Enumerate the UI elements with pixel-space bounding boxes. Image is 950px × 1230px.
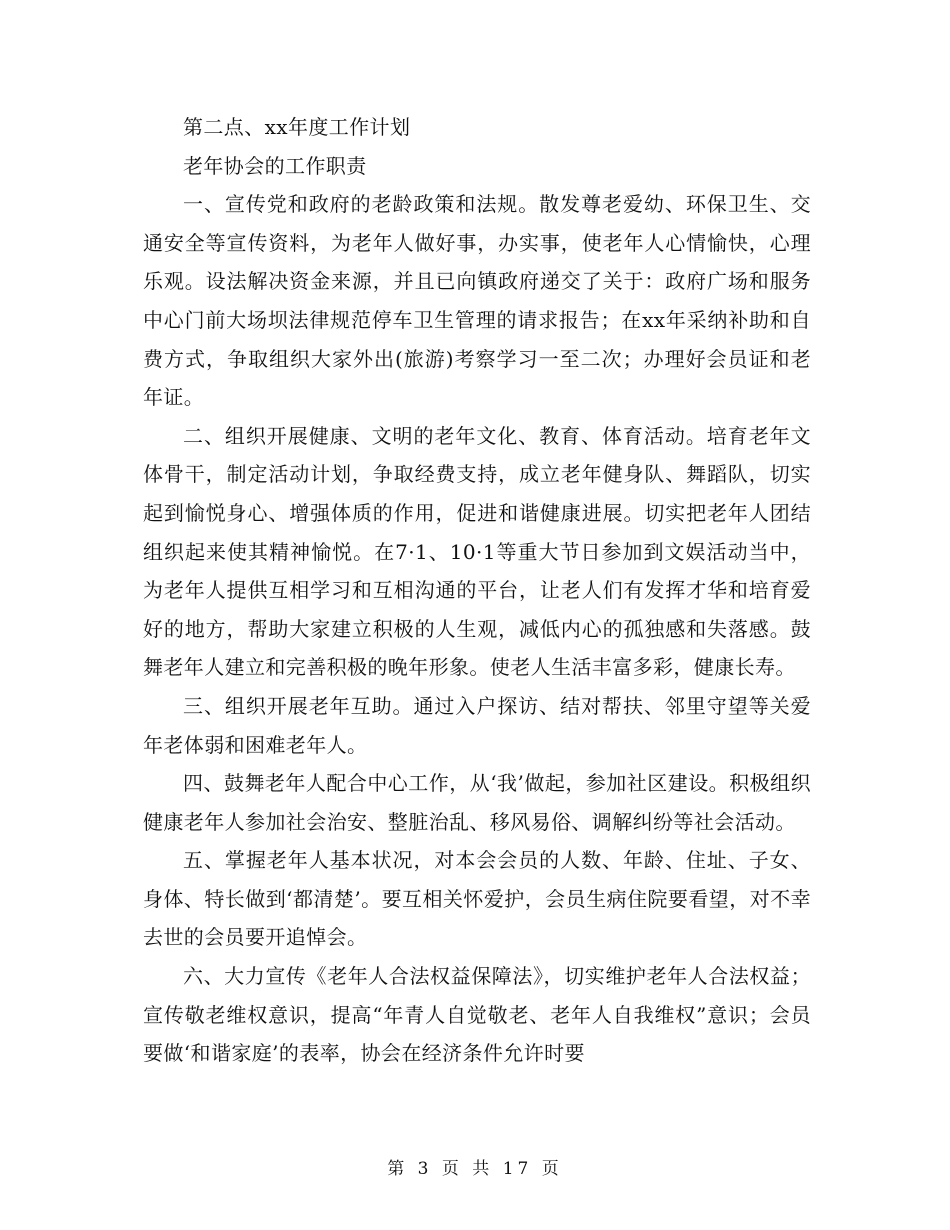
section-heading: 第二点、xx年度工作计划: [183, 115, 411, 139]
document-body: [143, 108, 811, 1073]
paragraph-3: 三、组织开展老年互助。通过入户探访、结对帮扶、邻里守望等关爱年老体弱和困难老年人。: [143, 693, 811, 757]
subheading: 老年协会的工作职责: [183, 153, 367, 178]
paragraph-4: 四、鼓舞老年人配合中心工作，从‘我’做起，参加社区建设。积极组织健康老年人参加社会治安、整脏治乱、移风易俗、调解纠纷等社会活动。: [143, 771, 811, 834]
paragraph-5: 五、掌握老年人基本状况，对本会会员的人数、年龄、住址、子女、身体、特长做到‘都清楚’。要互相关怀爱护，会员生病住院要看望，对不幸去世的会员要开追悼会。: [143, 848, 811, 950]
paragraph-2: 二、组织开展健康、文明的老年文化、教育、体育活动。培育老年文体骨干，制定活动计划，争取经费支持，成立老年健身队、舞蹈队，切实起到愉悦身心、增强体质的作用，促进和谐健康进展。切实把老年人团结组织起来使其精神愉悦。在7·1、10·1等重大节日参加到文娱活动当中，为老年人提供互相学习和互相沟通的平台，让老人们有发挥才华和培育爱好的地方，帮助大家建立积极的人生观，减低内心的孤独感和失落感。鼓舞老年人建立和完善积极的晚年形象。使老人生活丰富多彩，健康长寿。: [143, 423, 811, 680]
paragraph-1: 一、宣传党和政府的老龄政策和法规。散发尊老爱幼、环保卫生、交通安全等宣传资料，为老年人做好事，办实事，使老年人心情愉快，心理乐观。设法解决资金来源，并且已向镇政府递交了关于：政府广场和服务中心门前大场坝法律规范停车卫生管理的请求报告；在xx年采纳补助和自费方式，争取组织大家外出(旅游)考察学习一至二次；办理好会员证和老年证。: [143, 192, 811, 410]
paragraph-6: 六、大力宣传《老年人合法权益保障法》，切实维护老年人合法权益；宣传敬老维权意识，提高“年青人自觉敬老、老年人自我维权”意识；会员要做‘和谐家庭’的表率，协会在经济条件允许时要: [143, 964, 811, 1066]
page-number-footer: 第 3 页 共 17 页: [387, 1159, 563, 1179]
